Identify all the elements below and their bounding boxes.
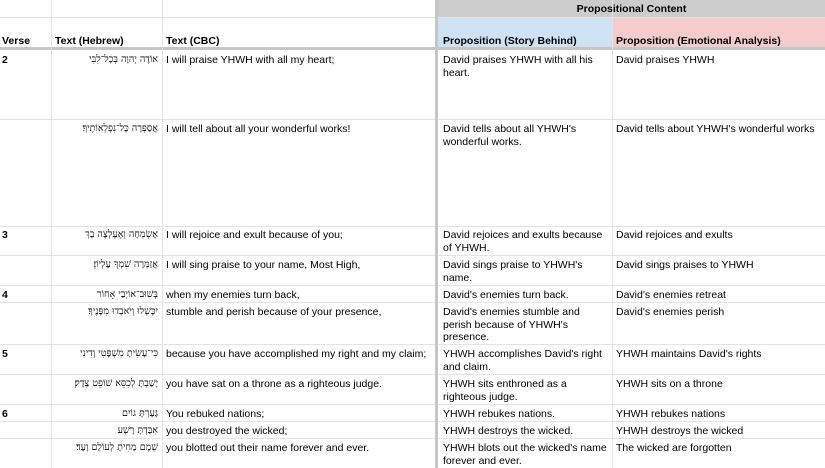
header-verse[interactable]: Verse <box>2 35 31 47</box>
header-cbc[interactable]: Text (CBC) <box>166 35 220 47</box>
cbc-cell[interactable]: I will tell about all your wonderful works! <box>166 123 351 135</box>
emotion-cell[interactable]: YHWH destroys the wicked <box>616 425 744 437</box>
verse-cell[interactable]: 2 <box>2 54 8 66</box>
cbc-cell[interactable]: I will rejoice and exult because of you; <box>166 229 343 241</box>
gridline <box>612 0 613 468</box>
header-story[interactable]: Proposition (Story Behind) <box>443 35 577 47</box>
hebrew-cell[interactable]: בְּשׁוּב־אוֹיְבַי אָחוֹר <box>96 289 158 300</box>
verse-cell[interactable]: 4 <box>2 289 8 301</box>
propositional-content-banner[interactable]: Propositional Content <box>576 3 687 15</box>
gridline <box>0 421 825 422</box>
gridline <box>0 119 825 120</box>
header-hebrew[interactable]: Text (Hebrew) <box>55 35 124 47</box>
hebrew-cell[interactable]: כִּי־עָשִׂיתָ מִשְׁפָּטִי וְדִינִי <box>80 348 158 359</box>
emotion-cell[interactable]: YHWH rebukes nations <box>616 408 726 420</box>
cbc-cell[interactable]: when my enemies turn back, <box>166 289 300 301</box>
hebrew-cell[interactable]: יִכָּשְׁלוּ וְיֹאבְדוּ מִפָּנֶיךָ׃ <box>88 306 158 317</box>
cbc-cell[interactable]: I will praise YHWH with all my heart; <box>166 54 335 66</box>
hebrew-cell[interactable]: אֲסַפְּרָה כָּל־נִפְלְאוֹתֶיךָ׃ <box>82 123 158 134</box>
story-cell[interactable]: David rejoices and exults because of YHWH. <box>443 229 603 254</box>
cbc-cell[interactable]: I will sing praise to your name, Most High, <box>166 259 361 271</box>
verse-cell[interactable]: 3 <box>2 229 8 241</box>
emotion-cell[interactable]: YHWH maintains David's rights <box>616 348 762 360</box>
gridline <box>0 438 825 439</box>
emotion-cell[interactable]: YHWH sits on a throne <box>616 378 723 390</box>
verse-cell[interactable]: 6 <box>2 408 8 420</box>
hebrew-cell[interactable]: אוֹדֶה יְהוָה בְּכָל־לִבִּי <box>89 54 158 65</box>
hebrew-cell[interactable]: אֶשְׂמְחָה וְאֶעֶלְצָה בָךְ <box>85 229 158 240</box>
hebrew-cell[interactable]: יָשַׁבְתָּ לְכִסֵּא שׁוֹפֵט צֶדֶק׃ <box>74 378 158 389</box>
gridline <box>0 344 825 345</box>
emotion-cell[interactable]: David tells about YHWH's wonderful works <box>616 123 815 135</box>
gridline <box>0 374 825 375</box>
emotion-cell[interactable]: David's enemies retreat <box>616 289 726 301</box>
story-cell[interactable]: YHWH accomplishes David's right and claim. <box>443 348 602 373</box>
story-cell[interactable]: YHWH destroys the wicked. <box>443 425 574 437</box>
gridline <box>0 302 825 303</box>
story-cell[interactable]: David praises YHWH with all his heart. <box>443 54 593 79</box>
gridline <box>0 255 825 256</box>
emotion-cell[interactable]: David's enemies perish <box>616 306 725 318</box>
frozen-column-divider <box>435 0 438 468</box>
gridline <box>162 0 163 468</box>
emotion-cell[interactable]: David sings praises to YHWH <box>616 259 754 271</box>
emotion-cell[interactable]: The wicked are forgotten <box>616 442 732 454</box>
cbc-cell[interactable]: you blotted out their name forever and ever. <box>166 442 370 454</box>
gridline <box>0 285 825 286</box>
hebrew-cell[interactable]: גָּעַרְתָּ גוֹיִם <box>122 408 158 419</box>
gridline <box>0 226 825 227</box>
story-cell[interactable]: David tells about all YHWH's wonderful works. <box>443 123 577 148</box>
cbc-cell[interactable]: because you have accomplished my right and my claim; <box>166 348 427 360</box>
story-cell[interactable]: YHWH sits enthroned as a righteous judge. <box>443 378 567 403</box>
cbc-cell[interactable]: stumble and perish because of your presence, <box>166 306 382 318</box>
hebrew-cell[interactable]: אֲזַמְּרָה שִׁמְךָ עֶלְיוֹן׃ <box>93 259 158 270</box>
story-cell[interactable]: David's enemies turn back. <box>443 289 569 301</box>
emotion-cell[interactable]: David praises YHWH <box>616 54 715 66</box>
cbc-cell[interactable]: you have sat on a throne as a righteous judge. <box>166 378 382 390</box>
gridline <box>0 404 825 405</box>
story-cell[interactable]: YHWH rebukes nations. <box>443 408 556 420</box>
story-cell[interactable]: David's enemies stumble and perish because of YHWH's presence. <box>443 306 580 343</box>
emotion-cell[interactable]: David rejoices and exults <box>616 229 733 241</box>
hebrew-cell[interactable]: אִבַּדְתָּ רָשָׁע <box>117 425 158 436</box>
story-cell[interactable]: David sings praise to YHWH's name. <box>443 259 583 284</box>
gridline <box>51 0 52 468</box>
cbc-cell[interactable]: you destroyed the wicked; <box>166 425 288 437</box>
header-emotion[interactable]: Proposition (Emotional Analysis) <box>616 35 781 47</box>
cbc-cell[interactable]: You rebuked nations; <box>166 408 265 420</box>
hebrew-cell[interactable]: שְׁמָם מָחִיתָ לְעוֹלָם וָעֶד׃ <box>76 442 158 453</box>
verse-cell[interactable]: 5 <box>2 348 8 360</box>
story-cell[interactable]: YHWH blots out the wicked's name forever and ever. <box>443 442 607 467</box>
